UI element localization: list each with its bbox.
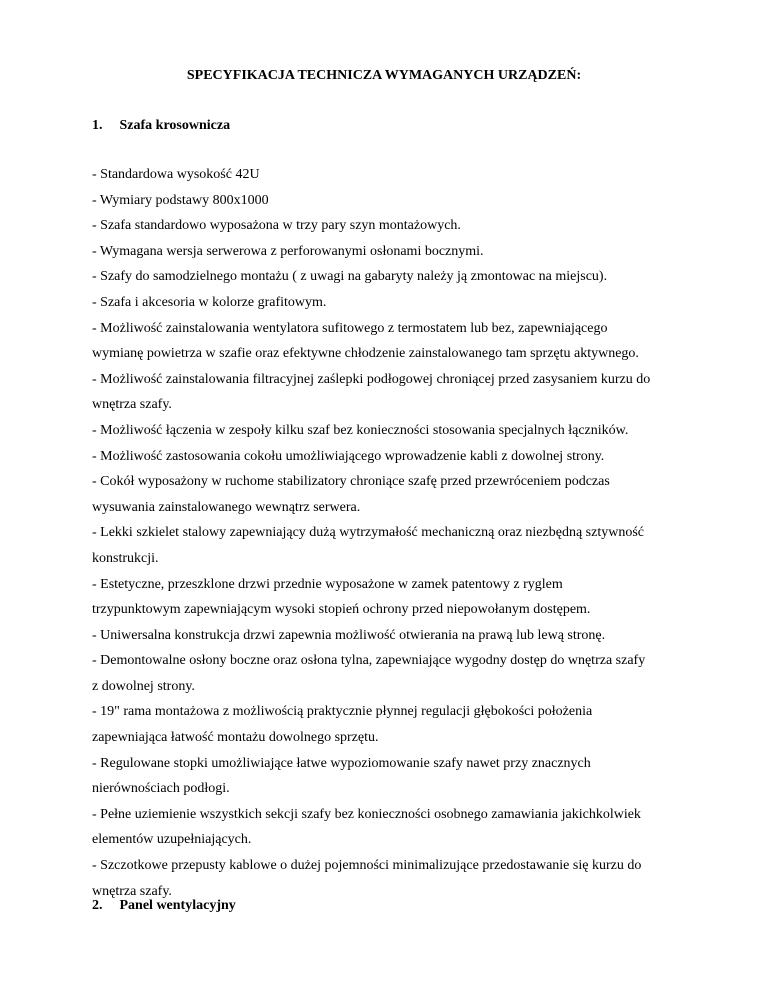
spec-list-item xyxy=(92,367,692,418)
spec-line: - Możliwość łączenia w zespoły kilku szaf bez konieczności stosowania specjalnych łączników. xyxy=(92,422,629,438)
spec-list-item xyxy=(92,623,692,649)
spec-list-item xyxy=(92,239,692,265)
spec-line: nierównościach podłogi. xyxy=(92,781,230,797)
spec-list-item xyxy=(92,853,692,904)
spec-line: - Regulowane stopki umożliwiające łatwe wypoziomowanie szafy nawet przy znacznych xyxy=(92,755,591,771)
spec-list-item xyxy=(92,188,692,214)
spec-line: wnętrza szafy. xyxy=(92,883,172,899)
spec-line: - 19" rama montażowa z możliwością praktycznie płynnej regulacji głębokości położenia xyxy=(92,704,593,720)
spec-list-item xyxy=(92,418,692,444)
spec-list-item xyxy=(92,469,692,520)
spec-list-item xyxy=(92,213,692,239)
spec-line: trzypunktowym zapewniającym wysoki stopień ochrony przed niepowołanym dostępem. xyxy=(92,602,591,618)
spec-list-item xyxy=(92,316,692,367)
spec-line: - Wymiary podstawy 800x1000 xyxy=(92,192,269,208)
spec-list-item xyxy=(92,802,692,853)
section-heading-text: Szafa krosownicza xyxy=(119,118,231,133)
section-number: 2. xyxy=(92,898,103,913)
spec-list-item xyxy=(92,751,692,802)
spec-line: - Możliwość zainstalowania wentylatora sufitowego z termostatem lub bez, zapewniającego xyxy=(92,320,608,336)
spec-list-item xyxy=(92,520,692,571)
spec-list-item xyxy=(92,699,692,750)
spec-line: konstrukcji. xyxy=(92,550,159,566)
section-heading-1 xyxy=(92,118,230,134)
spec-line: wysuwania zainstalowanego wewnątrz serwera. xyxy=(92,499,361,515)
spec-line: - Możliwość zastosowania cokołu umożliwiającego wprowadzenie kabli z dowolnej strony. xyxy=(92,448,605,464)
spec-line: - Szafa standardowo wyposażona w trzy pary szyn montażowych. xyxy=(92,218,461,234)
spec-line: - Estetyczne, przeszklone drzwi przednie wyposażone w zamek patentowy z ryglem xyxy=(92,576,563,592)
spec-list-item xyxy=(92,572,692,623)
spec-line: - Uniwersalna konstrukcja drzwi zapewnia możliwość otwierania na prawą lub lewą stronę. xyxy=(92,627,606,643)
spec-line: - Szafa i akcesoria w kolorze grafitowym. xyxy=(92,294,327,310)
section-heading-2 xyxy=(92,898,236,914)
spec-line: wnętrza szafy. xyxy=(92,397,172,413)
spec-line: wymianę powietrza w szafie oraz efektywne chłodzenie zainstalowanego tam sprzętu aktywnego. xyxy=(92,346,639,362)
section-heading-text: Panel wentylacyjny xyxy=(119,898,236,913)
spec-list-item xyxy=(92,162,692,188)
spec-line: - Standardowa wysokość 42U xyxy=(92,167,260,182)
spec-line: - Możliwość zainstalowania filtracyjnej zaślepki podłogowej chroniącej przed zasysaniem kurzu do xyxy=(92,371,651,387)
spec-line: elementów uzupełniających. xyxy=(92,832,252,848)
spec-line: - Demontowalne osłony boczne oraz osłona tylna, zapewniające wygodny dostęp do wnętrza szafy xyxy=(92,653,646,669)
specification-list xyxy=(92,162,692,904)
spec-line: z dowolnej strony. xyxy=(92,678,195,694)
spec-line: - Lekki szkielet stalowy zapewniający dużą wytrzymałość mechaniczną oraz niezbędną sztywność xyxy=(92,525,644,541)
spec-line: - Cokół wyposażony w ruchome stabilizatory chroniące szafę przed przewróceniem podczas xyxy=(92,474,610,490)
spec-line: - Szczotkowe przepusty kablowe o dużej pojemności minimalizujące przedostawanie się kurzu do xyxy=(92,858,642,874)
spec-line: - Szafy do samodzielnego montażu ( z uwagi na gabaryty należy ją zmontowac na miejscu). xyxy=(92,269,608,285)
document-title: SPECYFIKACJA TECHNICZA WYMAGANYCH URZĄDZEŃ: xyxy=(186,68,582,83)
spec-list-item xyxy=(92,444,692,470)
spec-list-item xyxy=(92,648,692,699)
spec-list-item xyxy=(92,290,692,316)
spec-line: - Wymagana wersja serwerowa z perforowanymi osłonami bocznymi. xyxy=(92,243,484,259)
spec-list-item xyxy=(92,264,692,290)
section-number: 1. xyxy=(92,118,103,133)
spec-line: - Pełne uziemienie wszystkich sekcji szafy bez konieczności osobnego zamawiania jakichkolwiek xyxy=(92,806,641,822)
spec-line: zapewniająca łatwość montażu dowolnego sprzętu. xyxy=(92,730,379,746)
